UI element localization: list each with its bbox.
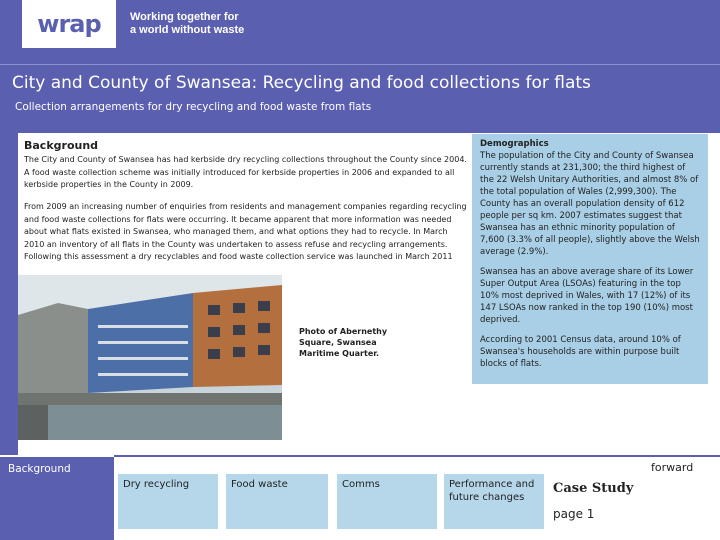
background-heading: Background — [24, 139, 99, 152]
bottom-nav — [0, 455, 720, 540]
tagline-line2: a world without waste — [130, 24, 245, 36]
page-subtitle: Collection arrangements for dry recycling and food waste from flats — [15, 101, 372, 113]
nav-tab-performance[interactable]: Performance and future changes — [444, 474, 544, 529]
demographics-paragraph-1: The population of the City and County of Swansea currently stands at 231,300; the third highest of the 22 Welsh Unitary Authorities, and almost 8% of the total population of Wales (2,999,300). The County has an overall population density of 612 people per sq km. 2007 estimates suggest that Swansea has an ethnic minority population of 7,600 (3.3% of all people), slightly above the Welsh average (2.9%). — [480, 151, 700, 257]
nav-divider — [114, 455, 720, 457]
nav-tab-food-waste[interactable]: Food waste — [226, 474, 328, 529]
demographics-panel — [472, 134, 708, 384]
demographics-paragraph-3: According to 2001 Census data, around 10% of Swansea's households are within purpose built blocks of flats. — [480, 335, 681, 369]
page-title: City and County of Swansea: Recycling and food collections for flats — [12, 73, 591, 93]
background-paragraph-2: From 2009 an increasing number of enquiries from residents and management companies regarding recycling and food waste collections for flats were occurring. It became apparent that more information was needed about what flats existed in Swansea, who managed them, and what options they had to recycle. In March 2010 an inventory of all flats in the County was undertaken to assess refuse and recycling arrangements. Following this assessment a dry recyclables and food waste collection service was launched in March 2011 — [24, 202, 467, 261]
tagline-line1: Working together for — [130, 11, 239, 23]
nav-tab-dry-recycling[interactable]: Dry recycling — [118, 474, 218, 529]
case-study-label: Case Study — [553, 481, 634, 496]
wrap-logo — [22, 0, 116, 48]
logo-text: wrap — [37, 10, 101, 38]
nav-tab-comms[interactable]: Comms — [337, 474, 437, 529]
demographics-paragraph-2: Swansea has an above average share of its Lower Super Output Area (LSOAs) featuring in the top 10% most deprived in Wales, with 17 (12%) of its 147 LSOAs now ranked in the top 190 (10%) most deprived. — [480, 267, 694, 325]
header-bar — [0, 0, 720, 50]
photo-caption: Photo of Abernethy Square, Swansea Maritime Quarter. — [299, 327, 388, 358]
background-paragraph-1: The City and County of Swansea has had kerbside dry recycling collections throughout the County since 2004. A food waste collection scheme was initially introduced for kerbside properties in 2006 and expanded to all kerbside properties in the County in 2009. — [24, 155, 467, 189]
flats-photo — [18, 275, 282, 440]
title-bar — [0, 64, 720, 98]
forward-link[interactable]: forward — [651, 461, 694, 474]
nav-tab-background[interactable]: Background — [0, 457, 114, 479]
nav-tab-background-body — [0, 479, 114, 540]
page-number: page 1 — [553, 507, 595, 521]
subtitle-bar — [0, 98, 720, 122]
tagline — [130, 11, 270, 37]
demographics-heading: Demographics — [480, 139, 549, 149]
